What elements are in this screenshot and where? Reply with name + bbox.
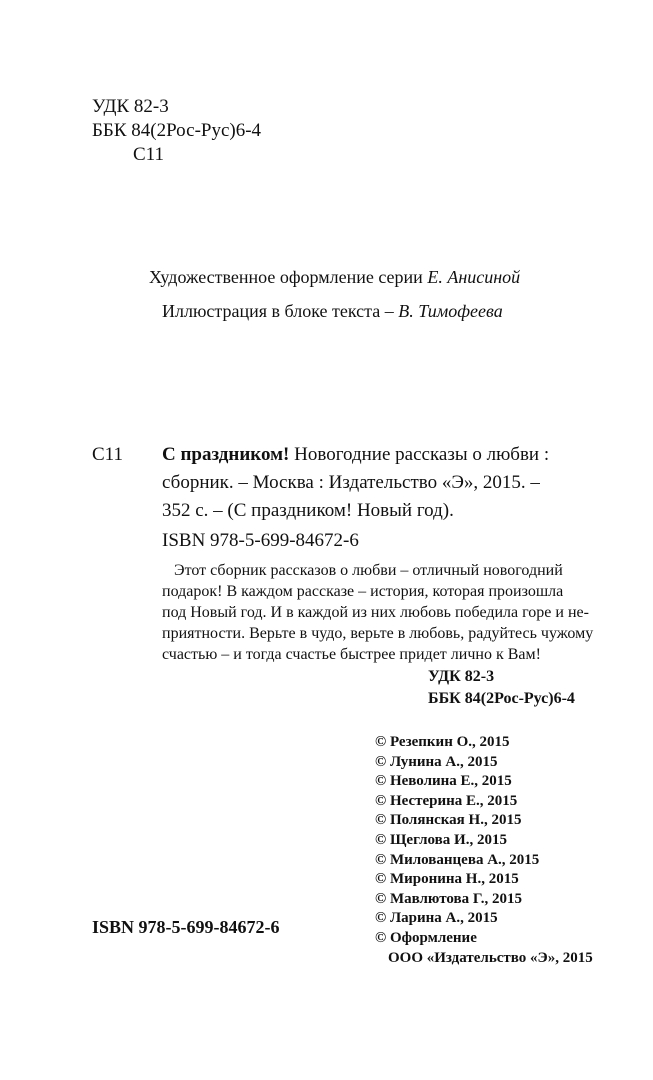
- copyright-line: © Ларина А., 2015: [375, 910, 498, 927]
- copyright-line: © Неволина Е., 2015: [375, 773, 512, 790]
- copyright-line: ООО «Издательство «Э», 2015: [388, 949, 593, 966]
- isbn-bottom: ISBN 978-5-699-84672-6: [92, 917, 280, 937]
- copyright-line: © Нестерина Е., 2015: [375, 792, 518, 809]
- catalog-line-2: сборник. – Москва : Издательство «Э», 2015. –: [162, 472, 540, 493]
- copyright-line: © Милованцева А., 2015: [375, 851, 540, 868]
- annotation-line: счастью – и тогда счастье быстрее придет лично к Вам!: [162, 646, 541, 663]
- series-design-name: Е. Анисиной: [427, 267, 521, 287]
- catalog-line-1: [162, 441, 549, 469]
- series-design-label: Художественное оформление серии: [149, 267, 423, 287]
- book-subtitle: Новогодние рассказы о любви :: [294, 444, 550, 465]
- bbk-code-bottom: ББК 84(2Рос-Рус)6-4: [428, 690, 575, 707]
- annotation-line: Этот сборник рассказов о любви – отличный новогодний: [174, 562, 563, 579]
- annotation-line: приятности. Верьте в чудо, верьте в любовь, радуйтесь чужому: [162, 625, 594, 642]
- annotation-line: подарок! В каждом рассказе – история, которая произошла: [162, 583, 564, 600]
- annotation-line: под Новый год. И в каждой из них любовь победила горе и не-: [162, 604, 589, 621]
- illustration-name: В. Тимофеева: [398, 301, 503, 321]
- copyright-line: © Мавлютова Г., 2015: [375, 890, 522, 907]
- copyright-list: [375, 733, 593, 968]
- catalog-isbn: ISBN 978-5-699-84672-6: [162, 530, 359, 551]
- author-mark-top: С11: [133, 144, 164, 165]
- copyright-line: © Лунина А., 2015: [375, 753, 498, 770]
- copyright-line: © Резепкин О., 2015: [375, 734, 510, 750]
- copyright-line: © Оформление: [375, 929, 477, 946]
- annotation: [162, 560, 593, 665]
- copyright-line: © Щеглова И., 2015: [375, 831, 507, 848]
- catalog-line-3: 352 с. – (С праздником! Новый год).: [162, 500, 454, 521]
- bbk-code-top: ББК 84(2Рос-Рус)6-4: [92, 120, 262, 141]
- copyright-line: © Полянская Н., 2015: [375, 812, 522, 829]
- catalog-mark: С11: [92, 444, 123, 465]
- udk-code-bottom: УДК 82-3: [428, 668, 495, 685]
- illustration-label: Иллюстрация в блоке текста –: [162, 301, 394, 321]
- series-design-credit: [149, 267, 520, 288]
- copyright-line: © Миронина Н., 2015: [375, 871, 519, 888]
- udk-code-top: УДК 82-3: [92, 96, 169, 117]
- book-title: С праздником!: [162, 444, 290, 465]
- illustration-credit: [162, 301, 503, 322]
